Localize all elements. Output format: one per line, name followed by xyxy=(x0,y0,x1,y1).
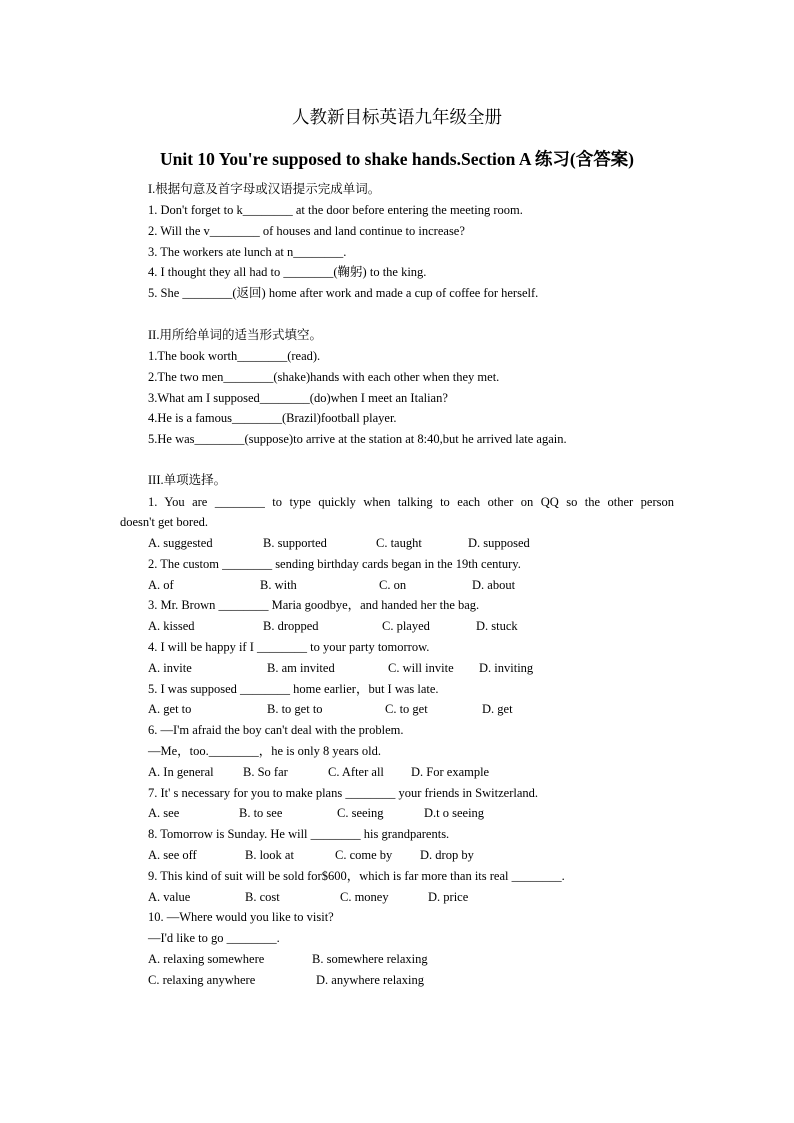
option-b: B. dropped xyxy=(263,619,319,634)
question-2: 2. The custom ________ sending birthday cards began in the 19th century. xyxy=(148,556,521,571)
option-a: A. invite xyxy=(148,660,192,675)
option-d: D. about xyxy=(472,577,516,592)
section-2-item-5: 5.He was________(suppose)to arrive at the station at 8:40,but he arrived late again. xyxy=(148,432,567,447)
question-1-line-1: 1. You are ________ to type quickly when talking to each other on QQ so the other person xyxy=(148,495,674,509)
question-7-options xyxy=(148,803,708,824)
option-d: D. get xyxy=(482,702,513,717)
question-8-options xyxy=(148,845,708,866)
question-4-options xyxy=(148,658,708,679)
section-1 xyxy=(148,179,708,304)
option-d: D. For example xyxy=(411,764,490,779)
question-4: 4. I will be happy if I ________ to your party tomorrow. xyxy=(148,639,430,654)
question-8: 8. Tomorrow is Sunday. He will ________ his grandparents. xyxy=(148,827,450,842)
option-c: C. relaxing anywhere xyxy=(148,972,256,987)
question-10-options-row-2 xyxy=(148,970,708,991)
option-c: C. money xyxy=(340,889,389,904)
option-d: D. anywhere relaxing xyxy=(316,972,424,987)
option-a: A. see xyxy=(148,806,180,821)
section-1-item-4: 4. I thought they all had to ________(鞠躬) to the king. xyxy=(148,265,427,280)
section-2-item-3: 3.What am I supposed________(do)when I meet an Italian? xyxy=(148,390,448,405)
option-d: D. drop by xyxy=(420,847,474,862)
question-1-options xyxy=(148,533,708,554)
option-b: B. look at xyxy=(245,847,294,862)
question-7: 7. It' s necessary for you to make plans ________ your friends in Switzerland. xyxy=(148,785,539,800)
option-a: A. get to xyxy=(148,702,192,717)
option-c: C. played xyxy=(382,619,430,634)
question-1-line-2: doesn't get bored. xyxy=(120,515,208,529)
option-a: A. kissed xyxy=(148,619,195,634)
section-1-item-1: 1. Don't forget to k________ at the door before entering the meeting room. xyxy=(148,203,523,217)
question-3-options xyxy=(148,616,708,637)
option-c: C. come by xyxy=(335,847,393,862)
question-6-options xyxy=(148,762,708,783)
section-1-item-2: 2. Will the v________ of houses and land continue to increase? xyxy=(148,223,465,238)
option-a: A. of xyxy=(148,577,174,592)
option-b: B. to see xyxy=(239,806,283,821)
option-c: C. to get xyxy=(385,702,428,717)
option-b: B. somewhere relaxing xyxy=(312,951,428,966)
option-a: A. value xyxy=(148,889,191,904)
question-10-line-2: —I'd like to go ________. xyxy=(148,931,280,946)
option-c: C. After all xyxy=(328,764,384,779)
section-2 xyxy=(148,325,708,450)
option-a: A. relaxing somewhere xyxy=(148,951,265,966)
option-c: C. on xyxy=(379,577,407,592)
question-9-options xyxy=(148,887,708,908)
option-b: B. So far xyxy=(243,764,288,779)
section-2-item-1: 1.The book worth________(read). xyxy=(148,349,321,363)
option-c: C. will invite xyxy=(388,660,454,675)
section-1-heading: I.根据句意及首字母或汉语提示完成单词。 xyxy=(148,182,381,196)
question-9: 9. This kind of suit will be sold for$600，which is far more than its real ________. xyxy=(148,868,565,883)
option-b: B. supported xyxy=(263,536,327,550)
option-a: A. In general xyxy=(148,764,214,779)
option-b: B. with xyxy=(260,577,297,592)
question-6-line-2: —Me，too.________，he is only 8 years old. xyxy=(148,743,381,758)
option-d: D. price xyxy=(428,889,469,904)
question-10-line-1: 10. —Where would you like to visit? xyxy=(148,910,334,925)
section-2-item-2: 2.The two men________(shake)hands with each other when they met. xyxy=(148,369,500,384)
option-b: B. to get to xyxy=(267,702,323,717)
option-c: C. taught xyxy=(376,536,422,550)
section-1-item-3: 3. The workers ate lunch at n________. xyxy=(148,244,347,259)
option-b: B. cost xyxy=(245,889,280,904)
section-2-item-4: 4.He is a famous________(Brazil)football player. xyxy=(148,411,397,426)
option-b: B. am invited xyxy=(267,660,335,675)
option-a: A. see off xyxy=(148,847,197,862)
question-block xyxy=(148,533,708,991)
option-a: A. suggested xyxy=(148,536,213,550)
question-3: 3. Mr. Brown ________ Maria goodbye，and handed her the bag. xyxy=(148,598,480,613)
question-2-options xyxy=(148,575,708,596)
question-5-options xyxy=(148,699,708,720)
section-2-heading: II.用所给单词的适当形式填空。 xyxy=(148,328,322,342)
section-1-item-5: 5. She ________(返回) home after work and made a cup of coffee for herself. xyxy=(148,286,539,301)
option-c: C. seeing xyxy=(337,806,384,821)
question-6-line-1: 6. —I'm afraid the boy can't deal with the problem. xyxy=(148,723,404,738)
question-10-options-row-1 xyxy=(148,949,708,970)
question-5: 5. I was supposed ________ home earlier，but I was late. xyxy=(148,681,439,696)
document-title: 人教新目标英语九年级全册 xyxy=(292,107,502,127)
option-d: D.t o seeing xyxy=(424,806,485,821)
section-3-heading: III.单项选择。 xyxy=(148,473,227,487)
option-d: D. inviting xyxy=(479,660,534,675)
option-d: D. stuck xyxy=(476,619,518,634)
document-subtitle: Unit 10 You're supposed to shake hands.Section A 练习(含答案) xyxy=(159,149,635,169)
option-d: D. supposed xyxy=(468,536,530,550)
